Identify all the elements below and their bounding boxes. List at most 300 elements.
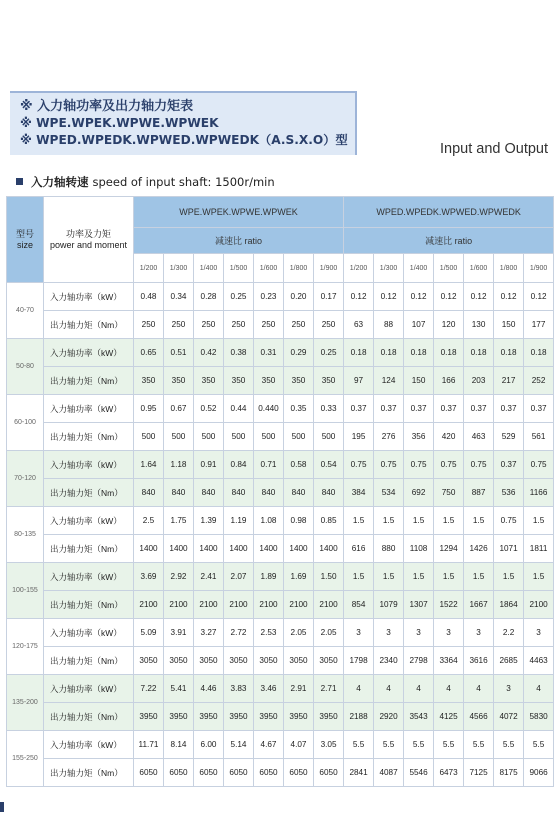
- torque-value-cell: 2188: [344, 703, 374, 731]
- torque-value-cell: 500: [134, 423, 164, 451]
- power-value-cell: 3.69: [134, 563, 164, 591]
- torque-value-cell: 350: [284, 367, 314, 395]
- power-value-cell: 1.50: [314, 563, 344, 591]
- torque-value-cell: 1294: [434, 535, 464, 563]
- torque-value-cell: 500: [314, 423, 344, 451]
- power-value-cell: 0.12: [494, 283, 524, 311]
- table-row: [7, 423, 554, 451]
- table-row: [7, 507, 554, 535]
- table-row: [7, 311, 554, 339]
- torque-value-cell: 6050: [134, 759, 164, 787]
- power-value-cell: 4: [344, 675, 374, 703]
- torque-value-cell: 840: [254, 479, 284, 507]
- power-value-cell: 0.31: [254, 339, 284, 367]
- ratio-header-cell: 1/900: [314, 254, 344, 283]
- size-cell: 70-120: [7, 451, 44, 507]
- power-value-cell: 2.41: [194, 563, 224, 591]
- torque-value-cell: 356: [404, 423, 434, 451]
- title-line-3: ※ WPED.WPEDK.WPWED.WPWEDK（A.S.X.O）型: [20, 133, 348, 147]
- torque-value-cell: 1400: [134, 535, 164, 563]
- power-value-cell: 0.35: [284, 395, 314, 423]
- ratio-header-cell: 1/800: [284, 254, 314, 283]
- torque-value-cell: 3050: [284, 647, 314, 675]
- power-value-cell: 4: [404, 675, 434, 703]
- torque-value-cell: 880: [374, 535, 404, 563]
- torque-value-cell: 2100: [254, 591, 284, 619]
- power-value-cell: 4: [374, 675, 404, 703]
- torque-value-cell: 97: [344, 367, 374, 395]
- torque-label-cell: 出力轴力矩（Nm）: [44, 367, 134, 395]
- power-value-cell: 0.33: [314, 395, 344, 423]
- power-value-cell: 5.41: [164, 675, 194, 703]
- power-value-cell: 3: [374, 619, 404, 647]
- power-value-cell: 2.72: [224, 619, 254, 647]
- table-row: [7, 479, 554, 507]
- torque-value-cell: 3950: [314, 703, 344, 731]
- group2-header: WPED.WPEDK.WPWED.WPWEDK: [344, 197, 554, 228]
- title-box: [10, 91, 357, 155]
- table-row: [7, 647, 554, 675]
- power-value-cell: 1.75: [164, 507, 194, 535]
- torque-value-cell: 3950: [224, 703, 254, 731]
- torque-value-cell: 2100: [224, 591, 254, 619]
- input-speed-line: [16, 174, 275, 190]
- power-value-cell: 0.12: [524, 283, 554, 311]
- ratio-header-cell: 1/900: [524, 254, 554, 283]
- torque-value-cell: 2100: [284, 591, 314, 619]
- power-value-cell: 0.29: [284, 339, 314, 367]
- power-value-cell: 7.22: [134, 675, 164, 703]
- title-line-1: ※ 入力轴功率及出力轴力矩表: [20, 99, 194, 114]
- torque-value-cell: 252: [524, 367, 554, 395]
- torque-value-cell: 4087: [374, 759, 404, 787]
- torque-value-cell: 536: [494, 479, 524, 507]
- power-value-cell: 5.5: [524, 731, 554, 759]
- power-label-cell: 入力轴功率（kW）: [44, 283, 134, 311]
- power-value-cell: 0.28: [194, 283, 224, 311]
- power-value-cell: 0.75: [404, 451, 434, 479]
- power-value-cell: 3: [344, 619, 374, 647]
- torque-value-cell: 350: [194, 367, 224, 395]
- power-value-cell: 0.18: [524, 339, 554, 367]
- table-row: [7, 619, 554, 647]
- torque-value-cell: 276: [374, 423, 404, 451]
- ratio-header-cell: 1/300: [374, 254, 404, 283]
- power-value-cell: 2.91: [284, 675, 314, 703]
- torque-value-cell: 5830: [524, 703, 554, 731]
- power-value-cell: 0.85: [314, 507, 344, 535]
- power-value-cell: 0.65: [134, 339, 164, 367]
- ratio-header-cell: 1/300: [164, 254, 194, 283]
- power-value-cell: 5.5: [494, 731, 524, 759]
- torque-value-cell: 1400: [194, 535, 224, 563]
- power-value-cell: 4.67: [254, 731, 284, 759]
- power-value-cell: 0.37: [494, 395, 524, 423]
- power-value-cell: 0.18: [464, 339, 494, 367]
- torque-value-cell: 3364: [434, 647, 464, 675]
- torque-value-cell: 561: [524, 423, 554, 451]
- power-value-cell: 0.71: [254, 451, 284, 479]
- torque-value-cell: 3050: [164, 647, 194, 675]
- torque-value-cell: 1811: [524, 535, 554, 563]
- torque-value-cell: 840: [224, 479, 254, 507]
- torque-value-cell: 150: [494, 311, 524, 339]
- power-value-cell: 0.75: [494, 507, 524, 535]
- power-value-cell: 3: [494, 675, 524, 703]
- power-value-cell: 4.46: [194, 675, 224, 703]
- torque-value-cell: 250: [194, 311, 224, 339]
- torque-value-cell: 500: [194, 423, 224, 451]
- torque-value-cell: 107: [404, 311, 434, 339]
- table-row: [7, 395, 554, 423]
- power-value-cell: 3.27: [194, 619, 224, 647]
- power-value-cell: 0.23: [254, 283, 284, 311]
- torque-value-cell: 3950: [164, 703, 194, 731]
- torque-value-cell: 6050: [254, 759, 284, 787]
- power-value-cell: 3.05: [314, 731, 344, 759]
- size-cell: 40-70: [7, 283, 44, 339]
- power-value-cell: 1.5: [524, 563, 554, 591]
- power-value-cell: 0.37: [374, 395, 404, 423]
- torque-label-cell: 出力轴力矩（Nm）: [44, 703, 134, 731]
- table-row: [7, 591, 554, 619]
- torque-value-cell: 177: [524, 311, 554, 339]
- ratio-header-cell: 1/200: [134, 254, 164, 283]
- ratio-header-cell: 1/600: [254, 254, 284, 283]
- torque-value-cell: 500: [224, 423, 254, 451]
- power-value-cell: 0.37: [344, 395, 374, 423]
- group1-ratio-label: 减速比 ratio: [134, 228, 344, 254]
- torque-value-cell: 2841: [344, 759, 374, 787]
- torque-value-cell: 250: [314, 311, 344, 339]
- table-row: [7, 563, 554, 591]
- power-value-cell: 5.5: [434, 731, 464, 759]
- power-value-cell: 0.18: [494, 339, 524, 367]
- page-edge-mark: [0, 802, 4, 812]
- power-value-cell: 0.95: [134, 395, 164, 423]
- torque-value-cell: 500: [164, 423, 194, 451]
- torque-value-cell: 3050: [134, 647, 164, 675]
- power-value-cell: 4: [524, 675, 554, 703]
- power-value-cell: 1.08: [254, 507, 284, 535]
- torque-label-cell: 出力轴力矩（Nm）: [44, 311, 134, 339]
- torque-value-cell: 350: [224, 367, 254, 395]
- power-value-cell: 2.5: [134, 507, 164, 535]
- table-row: [7, 535, 554, 563]
- power-value-cell: 2.2: [494, 619, 524, 647]
- power-value-cell: 0.75: [374, 451, 404, 479]
- torque-label-cell: 出力轴力矩（Nm）: [44, 479, 134, 507]
- ratio-header-cell: 1/600: [464, 254, 494, 283]
- torque-value-cell: 9066: [524, 759, 554, 787]
- power-torque-table: [6, 196, 554, 787]
- power-value-cell: 3: [464, 619, 494, 647]
- torque-value-cell: 887: [464, 479, 494, 507]
- torque-value-cell: 88: [374, 311, 404, 339]
- power-value-cell: 5.09: [134, 619, 164, 647]
- power-value-cell: 1.18: [164, 451, 194, 479]
- power-value-cell: 3: [404, 619, 434, 647]
- torque-value-cell: 3050: [314, 647, 344, 675]
- table-row: [7, 283, 554, 311]
- group1-header: WPE.WPEK.WPWE.WPWEK: [134, 197, 344, 228]
- torque-value-cell: 124: [374, 367, 404, 395]
- torque-value-cell: 500: [284, 423, 314, 451]
- torque-value-cell: 4463: [524, 647, 554, 675]
- table-row: [7, 675, 554, 703]
- torque-value-cell: 195: [344, 423, 374, 451]
- torque-value-cell: 3050: [254, 647, 284, 675]
- torque-value-cell: 5546: [404, 759, 434, 787]
- torque-value-cell: 3950: [194, 703, 224, 731]
- power-value-cell: 0.75: [464, 451, 494, 479]
- power-value-cell: 1.5: [434, 563, 464, 591]
- power-value-cell: 6.00: [194, 731, 224, 759]
- power-label-cell: 入力轴功率（kW）: [44, 675, 134, 703]
- torque-value-cell: 500: [254, 423, 284, 451]
- ratio-header-cell: 1/800: [494, 254, 524, 283]
- torque-value-cell: 250: [224, 311, 254, 339]
- torque-value-cell: 250: [134, 311, 164, 339]
- power-value-cell: 3.83: [224, 675, 254, 703]
- power-value-cell: 1.39: [194, 507, 224, 535]
- power-value-cell: 2.71: [314, 675, 344, 703]
- power-label-cell: 入力轴功率（kW）: [44, 339, 134, 367]
- torque-value-cell: 534: [374, 479, 404, 507]
- power-label-cell: 入力轴功率（kW）: [44, 619, 134, 647]
- torque-value-cell: 3543: [404, 703, 434, 731]
- power-value-cell: 0.25: [224, 283, 254, 311]
- power-label-cell: 入力轴功率（kW）: [44, 395, 134, 423]
- torque-value-cell: 2100: [524, 591, 554, 619]
- power-value-cell: 3.91: [164, 619, 194, 647]
- torque-value-cell: 463: [464, 423, 494, 451]
- power-value-cell: 4.07: [284, 731, 314, 759]
- torque-value-cell: 840: [164, 479, 194, 507]
- table-row: [7, 703, 554, 731]
- power-value-cell: 11.71: [134, 731, 164, 759]
- power-value-cell: 3: [434, 619, 464, 647]
- power-value-cell: 0.67: [164, 395, 194, 423]
- power-label-cell: 入力轴功率（kW）: [44, 731, 134, 759]
- torque-value-cell: 1426: [464, 535, 494, 563]
- torque-value-cell: 1079: [374, 591, 404, 619]
- torque-value-cell: 3616: [464, 647, 494, 675]
- torque-value-cell: 3050: [224, 647, 254, 675]
- power-value-cell: 2.05: [314, 619, 344, 647]
- power-value-cell: 2.53: [254, 619, 284, 647]
- power-value-cell: 0.91: [194, 451, 224, 479]
- power-value-cell: 1.5: [344, 507, 374, 535]
- power-moment-header: 功率及力矩 power and moment: [44, 197, 134, 283]
- power-value-cell: 1.5: [344, 563, 374, 591]
- torque-value-cell: 854: [344, 591, 374, 619]
- power-value-cell: 5.5: [374, 731, 404, 759]
- torque-value-cell: 1400: [164, 535, 194, 563]
- power-value-cell: 1.5: [524, 507, 554, 535]
- power-value-cell: 1.5: [464, 563, 494, 591]
- power-value-cell: 2.07: [224, 563, 254, 591]
- torque-value-cell: 6050: [164, 759, 194, 787]
- torque-value-cell: 1307: [404, 591, 434, 619]
- power-value-cell: 0.37: [404, 395, 434, 423]
- torque-value-cell: 6050: [284, 759, 314, 787]
- torque-value-cell: 350: [164, 367, 194, 395]
- power-value-cell: 0.12: [344, 283, 374, 311]
- torque-value-cell: 130: [464, 311, 494, 339]
- power-value-cell: 0.440: [254, 395, 284, 423]
- torque-value-cell: 692: [404, 479, 434, 507]
- power-value-cell: 0.18: [434, 339, 464, 367]
- power-value-cell: 5.5: [464, 731, 494, 759]
- torque-value-cell: 1166: [524, 479, 554, 507]
- title-line-2: ※ WPE.WPEK.WPWE.WPWEK: [20, 116, 219, 130]
- torque-value-cell: 3950: [254, 703, 284, 731]
- power-value-cell: 0.18: [344, 339, 374, 367]
- power-value-cell: 0.75: [524, 451, 554, 479]
- power-value-cell: 0.54: [314, 451, 344, 479]
- torque-label-cell: 出力轴力矩（Nm）: [44, 647, 134, 675]
- ratio-header-cell: 1/400: [194, 254, 224, 283]
- torque-value-cell: 350: [134, 367, 164, 395]
- power-value-cell: 0.18: [404, 339, 434, 367]
- size-cell: 135-200: [7, 675, 44, 731]
- power-value-cell: 0.12: [374, 283, 404, 311]
- torque-value-cell: 250: [164, 311, 194, 339]
- power-value-cell: 1.69: [284, 563, 314, 591]
- torque-value-cell: 840: [314, 479, 344, 507]
- torque-value-cell: 384: [344, 479, 374, 507]
- torque-label-cell: 出力轴力矩（Nm）: [44, 591, 134, 619]
- torque-value-cell: 616: [344, 535, 374, 563]
- power-value-cell: 5.5: [404, 731, 434, 759]
- torque-value-cell: 840: [194, 479, 224, 507]
- power-value-cell: 0.48: [134, 283, 164, 311]
- torque-value-cell: 350: [254, 367, 284, 395]
- power-value-cell: 8.14: [164, 731, 194, 759]
- power-value-cell: 0.51: [164, 339, 194, 367]
- table-row: [7, 731, 554, 759]
- power-value-cell: 0.37: [494, 451, 524, 479]
- power-value-cell: 0.42: [194, 339, 224, 367]
- torque-value-cell: 6473: [434, 759, 464, 787]
- torque-value-cell: 1400: [284, 535, 314, 563]
- torque-value-cell: 2100: [314, 591, 344, 619]
- power-value-cell: 0.84: [224, 451, 254, 479]
- power-value-cell: 1.64: [134, 451, 164, 479]
- size-cell: 50-80: [7, 339, 44, 395]
- size-cell: 80-135: [7, 507, 44, 563]
- torque-label-cell: 出力轴力矩（Nm）: [44, 759, 134, 787]
- power-value-cell: 1.5: [434, 507, 464, 535]
- power-value-cell: 3.46: [254, 675, 284, 703]
- torque-value-cell: 4566: [464, 703, 494, 731]
- torque-value-cell: 8175: [494, 759, 524, 787]
- torque-value-cell: 150: [404, 367, 434, 395]
- torque-value-cell: 250: [284, 311, 314, 339]
- torque-value-cell: 350: [314, 367, 344, 395]
- power-value-cell: 0.12: [434, 283, 464, 311]
- torque-value-cell: 840: [284, 479, 314, 507]
- torque-value-cell: 420: [434, 423, 464, 451]
- torque-value-cell: 840: [134, 479, 164, 507]
- torque-value-cell: 250: [254, 311, 284, 339]
- torque-value-cell: 166: [434, 367, 464, 395]
- torque-value-cell: 1522: [434, 591, 464, 619]
- power-value-cell: 4: [434, 675, 464, 703]
- torque-value-cell: 2798: [404, 647, 434, 675]
- torque-value-cell: 1798: [344, 647, 374, 675]
- power-value-cell: 1.5: [404, 563, 434, 591]
- power-value-cell: 0.58: [284, 451, 314, 479]
- torque-value-cell: 3050: [194, 647, 224, 675]
- torque-value-cell: 1400: [254, 535, 284, 563]
- torque-label-cell: 出力轴力矩（Nm）: [44, 423, 134, 451]
- power-value-cell: 0.37: [434, 395, 464, 423]
- torque-value-cell: 203: [464, 367, 494, 395]
- torque-value-cell: 6050: [314, 759, 344, 787]
- power-value-cell: 1.19: [224, 507, 254, 535]
- table-row: [7, 759, 554, 787]
- power-value-cell: 0.18: [374, 339, 404, 367]
- torque-value-cell: 1071: [494, 535, 524, 563]
- power-value-cell: 5.14: [224, 731, 254, 759]
- power-label-cell: 入力轴功率（kW）: [44, 451, 134, 479]
- torque-value-cell: 6050: [194, 759, 224, 787]
- power-value-cell: 0.37: [464, 395, 494, 423]
- power-value-cell: 0.75: [344, 451, 374, 479]
- size-cell: 100-155: [7, 563, 44, 619]
- power-value-cell: 1.5: [494, 563, 524, 591]
- ratio-header-cell: 1/500: [224, 254, 254, 283]
- size-cell: 60-100: [7, 395, 44, 451]
- power-value-cell: 1.89: [254, 563, 284, 591]
- ratio-header-cell: 1/500: [434, 254, 464, 283]
- torque-value-cell: 2340: [374, 647, 404, 675]
- torque-value-cell: 3950: [284, 703, 314, 731]
- power-label-cell: 入力轴功率（kW）: [44, 563, 134, 591]
- power-value-cell: 0.38: [224, 339, 254, 367]
- input-speed-en: speed of input shaft: 1500r/min: [92, 175, 275, 189]
- torque-value-cell: 63: [344, 311, 374, 339]
- power-value-cell: 2.92: [164, 563, 194, 591]
- section-title: Input and Output: [440, 141, 549, 157]
- input-speed-cn: 入力轴转速: [31, 175, 89, 189]
- torque-value-cell: 4125: [434, 703, 464, 731]
- power-value-cell: 0.12: [404, 283, 434, 311]
- torque-label-cell: 出力轴力矩（Nm）: [44, 535, 134, 563]
- power-value-cell: 2.05: [284, 619, 314, 647]
- size-header: 型号 size: [7, 197, 44, 283]
- torque-value-cell: 4072: [494, 703, 524, 731]
- torque-value-cell: 1400: [314, 535, 344, 563]
- torque-value-cell: 2100: [134, 591, 164, 619]
- torque-value-cell: 529: [494, 423, 524, 451]
- power-value-cell: 1.5: [404, 507, 434, 535]
- power-value-cell: 1.5: [374, 507, 404, 535]
- torque-value-cell: 1108: [404, 535, 434, 563]
- power-value-cell: 0.75: [434, 451, 464, 479]
- table-row: [7, 367, 554, 395]
- power-value-cell: 0.25: [314, 339, 344, 367]
- torque-value-cell: 2685: [494, 647, 524, 675]
- ratio-header-cell: 1/400: [404, 254, 434, 283]
- ratio-header-cell: 1/200: [344, 254, 374, 283]
- power-value-cell: 0.17: [314, 283, 344, 311]
- power-value-cell: 3: [524, 619, 554, 647]
- torque-value-cell: 1667: [464, 591, 494, 619]
- torque-value-cell: 3950: [134, 703, 164, 731]
